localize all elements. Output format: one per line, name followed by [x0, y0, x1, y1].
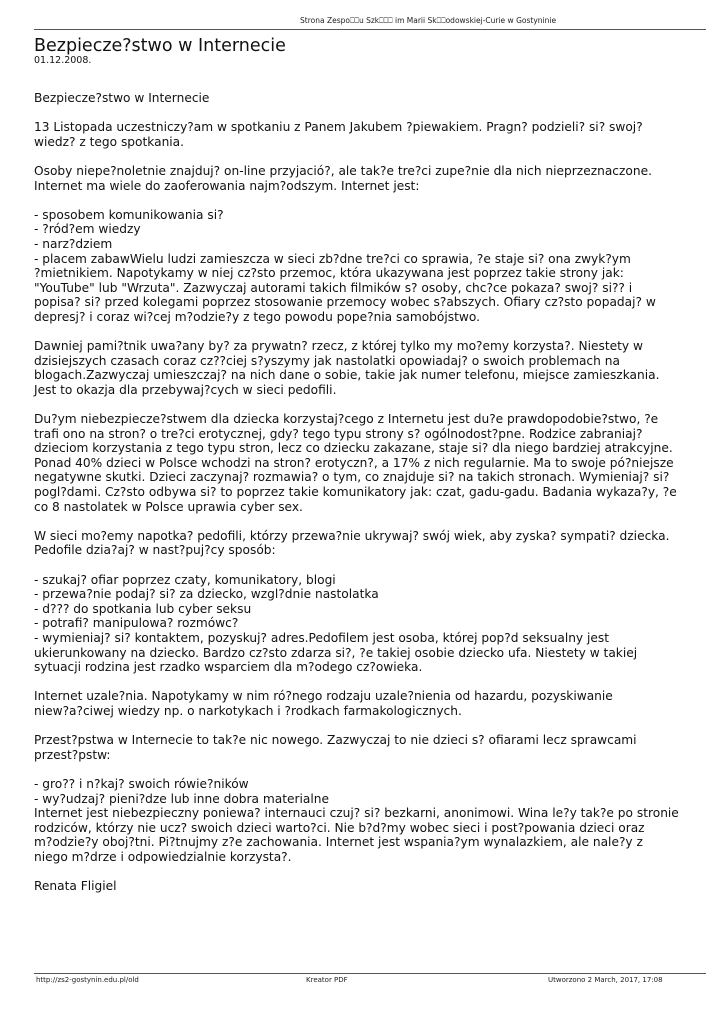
page-header-text: Strona Zespo⎕⎕u Szk⎕⎕⎕ im Marii Sk⎕⎕odowskiej-Curie w Gostyninie — [300, 16, 557, 25]
body-line: blogach.Zazwyczaj umieszczaj? na nich dane o sobie, takie jak numer telefonu, miejsce zamieszkania. — [34, 368, 660, 383]
article-title: Bezpiecze?stwo w Internecie — [34, 36, 286, 56]
body-line: Bezpiecze?stwo w Internecie — [34, 91, 210, 105]
footer-generator: Kreator PDF — [306, 976, 348, 984]
body-line: Przest?pstwa w Internecie to tak?e nic nowego. Zazwyczaj to nie dzieci s? ofiarami lecz sprawcami — [34, 733, 637, 748]
body-paragraph — [34, 573, 694, 675]
body-paragraph — [34, 120, 694, 149]
body-paragraph — [34, 412, 694, 514]
body-line: - d??? do spotkania lub cyber seksu — [34, 601, 252, 616]
body-paragraph — [34, 339, 694, 397]
body-paragraph — [34, 777, 694, 865]
body-paragraph — [34, 879, 694, 894]
body-line: - gro?? i n?kaj? swoich rówie?ników — [34, 776, 249, 791]
body-line: - sposobem komunikowania si? — [34, 207, 224, 222]
body-paragraph — [34, 689, 694, 718]
body-line: pogl?dami. Cz?sto odbywa si? to poprzez takie komunikatory jak: czat, gadu-gadu. Badania wykaza?y, ?e — [34, 485, 677, 500]
body-line: niego m?drze i odpowiedzialnie korzysta?. — [34, 849, 292, 864]
body-line: - potrafi? manipulowa? rozmówc? — [34, 616, 239, 631]
body-line: - szukaj? ofiar poprzez czaty, komunikatory, blogi — [34, 572, 336, 587]
body-line: przest?pstw: — [34, 747, 111, 762]
body-line: - wy?udzaj? pieni?dze lub inne dobra materialne — [34, 791, 329, 806]
body-paragraph — [34, 733, 694, 762]
body-line: Pedofile dzia?aj? w nast?puj?cy sposób: — [34, 543, 276, 558]
body-line: - wymieniaj? si? kontaktem, pozyskuj? adres.Pedofilem jest osoba, której pop?d seksualny jest — [34, 630, 610, 645]
body-line: rodziców, którzy nie ucz? swoich dzieci warto?ci. Nie b?d?my wobec sieci i post?powania dzieci oraz — [34, 820, 645, 835]
body-line: - przewa?nie podaj? si? za dziecko, wzgl?dnie nastolatka — [34, 587, 379, 602]
body-line: wiedz? z tego spotkania. — [34, 134, 185, 149]
body-line: sytuacji rodzina jest rzadko wsparciem dla m?odego cz?owieka. — [34, 660, 423, 675]
body-line: Osoby niepe?noletnie znajduj? on-line przyjació?, ale tak?e tre?ci zupe?nie dla nich nieprzeznaczone. — [34, 163, 652, 178]
body-line: niew?a?ciwej wiedzy np. o narkotykach i ?rodkach farmakologicznych. — [34, 703, 462, 718]
header-divider — [34, 29, 706, 30]
body-line: W sieci mo?emy napotka? pedofili, którzy przewa?nie ukrywaj? swój wiek, aby zyska? sympati? dziecka. — [34, 528, 670, 543]
body-line: 13 Listopada uczestniczy?am w spotkaniu z Panem Jakubem ?piewakiem. Pragn? podzieli? si? swoj? — [34, 120, 643, 135]
body-line: dzisiejszych czasach coraz cz??ciej s?yszymy jak nastolatki opowiadaj? o swoich problemach na — [34, 353, 620, 368]
body-line: - ?ród?em wiedzy — [34, 222, 141, 237]
body-line: ukierunkowany na dziecko. Bardzo cz?sto zdarza si?, ?e takiej osobie dziecko ufa. Niestety w takiej — [34, 645, 638, 660]
article-body — [34, 91, 694, 908]
body-line: Renata Fligiel — [34, 879, 117, 894]
article-date: 01.12.2008. — [34, 55, 92, 66]
body-line: Jest to okazja dla przebywaj?cych w sieci pedofili. — [34, 382, 337, 397]
body-line: "YouTube" lub "Wrzuta". Zazwyczaj autorami takich filmików s? osoby, chc?ce pokaza? swoj? si?? i — [34, 280, 633, 295]
body-line: negatywne skutki. Dzieci zaczynaj? rozmawia? o tym, co znajduje si? na takich stronach. Wymieniaj? si? — [34, 470, 670, 485]
body-line: depresj? i coraz wi?cej m?odzie?y z tego powodu pope?nia samobójstwo. — [34, 309, 480, 324]
footer-url: http://zs2-gostynin.edu.pl/old — [36, 976, 139, 984]
body-line: Du?ym niebezpiecze?stwem dla dziecka korzystaj?cego z Internetu jest du?e prawdopodobie?stwo, ?e — [34, 412, 659, 427]
body-line: m?odzie?y oboj?tni. Pi?tnujmy z?e zachowania. Internet jest wspania?ym wynalazkiem, ale nale?y z — [34, 835, 643, 850]
body-line: trafi ono na stron? o tre?ci erotycznej, gdy? tego typu strony s? ogólnodost?pne. Rodzice zabraniaj? — [34, 426, 643, 441]
body-paragraph — [34, 529, 694, 558]
footer-created: Utworzono 2 March, 2017, 17:08 — [548, 976, 663, 984]
body-line: Ponad 40% dzieci w Polsce wchodzi na stron? erotyczn?, a 17% z nich regularnie. Ma to swoje pó?niejsze — [34, 455, 674, 470]
body-paragraph — [34, 91, 694, 106]
footer-divider — [34, 973, 706, 974]
body-paragraph — [34, 164, 694, 193]
body-line: Internet jest niebezpieczny poniewa? internauci czuj? si? bezkarni, anonimowi. Wina le?y tak?e po stronie — [34, 806, 679, 821]
body-line: Dawniej pami?tnik uwa?any by? za prywatn? rzecz, z której tylko my mo?emy korzysta?. Niestety w — [34, 339, 643, 354]
body-line: - placem zabawWielu ludzi zamieszcza w sieci zb?dne tre?ci co sprawia, ?e staje si? ona zwyk?ym — [34, 251, 631, 266]
body-line: popisa? si? przed kolegami poprzez stosowanie przemocy wobec s?abszych. Ofiary cz?sto popadaj? w — [34, 295, 656, 310]
body-line: dzieciom korzystania z tego typu stron, lecz co dziecku zakazane, staje si? dla niego bardziej atrakcyjne. — [34, 441, 673, 456]
body-line: - narz?dziem — [34, 236, 113, 251]
body-paragraph — [34, 208, 694, 325]
body-line: Internet uzale?nia. Napotykamy w nim ró?nego rodzaju uzale?nienia od hazardu, pozyskiwanie — [34, 689, 613, 704]
body-line: ?mietnikiem. Napotykamy w niej cz?sto przemoc, która ukazywana jest poprzez takie strony jak: — [34, 266, 624, 281]
body-line: Internet ma wiele do zaoferowania najm?odszym. Internet jest: — [34, 178, 420, 193]
body-line: co 8 nastolatek w Polsce uprawia cyber sex. — [34, 499, 303, 514]
